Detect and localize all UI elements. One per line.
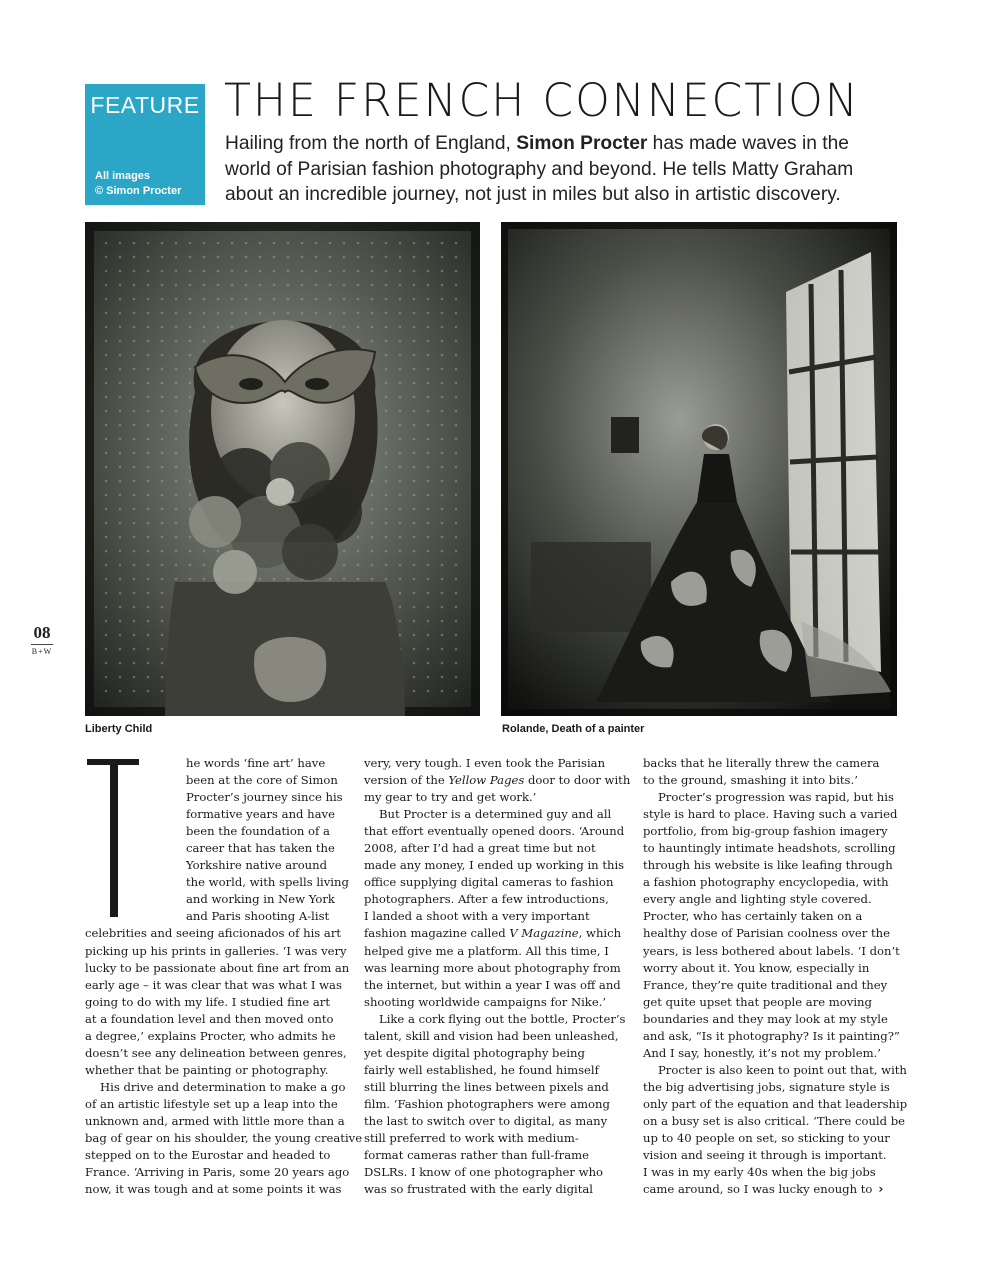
text-line: And I say, honestly, it’s not my problem.’ [643, 1045, 881, 1060]
text-line: and Paris shooting A-list [186, 909, 330, 924]
text-line: very, very tough. I even took the Parisian [364, 756, 606, 770]
text-line: I was in my early 40s when the big jobs [643, 1165, 876, 1180]
paragraph [85, 1079, 363, 1198]
text-line: helped give me a platform. All this time, I [364, 943, 609, 958]
publication-name: Yellow Pages [448, 773, 525, 788]
text-line: going to do with my life. I studied fine art [85, 994, 331, 1009]
text-line: France, they’re quite traditional and they [643, 977, 888, 992]
text-line: celebrities and seeing aficionados of his art [85, 926, 342, 941]
text-line: Like a cork flying out the bottle, Procter’s [379, 1011, 626, 1026]
paragraph [364, 806, 629, 1011]
text-line: vision and seeing it through is important. [643, 1148, 887, 1163]
text-line: career that has taken the [186, 841, 335, 856]
text-line: made any money, I ended up working in this [364, 858, 625, 873]
body-column-3 [643, 755, 908, 1198]
text-line: that effort eventually opened doors. ‘Around [364, 824, 625, 839]
text-line: photographers. After a few introductions, [364, 892, 609, 907]
text-line: doesn’t see any delineation between genres, [85, 1045, 347, 1060]
paragraph [643, 1062, 908, 1181]
text-line: the big advertising jobs, signature style is [643, 1079, 890, 1094]
text-line: still preferred to work with medium- [364, 1131, 579, 1146]
text-line: unknown and, armed with little more than a [85, 1113, 345, 1128]
text-line: format cameras rather than full-frame [364, 1148, 589, 1163]
text-line: through his website is like leafing through [643, 858, 893, 873]
caption-left: Liberty Child [85, 723, 153, 735]
page-title: THE FRENCH CONNECTION [224, 74, 860, 127]
text-line: he words ‘fine art’ have [186, 756, 326, 770]
text-line: version of the Yellow Pages door to door with [364, 773, 631, 788]
credit-line: All images [95, 170, 151, 182]
text-line: France. ‘Arriving in Paris, some 20 years ago [85, 1165, 350, 1180]
text-line: yet despite digital photography being [364, 1045, 585, 1060]
credit-line: © Simon Procter [95, 185, 182, 197]
page-folio [31, 624, 53, 657]
text-line: lucky to be passionate about fine art from an [85, 960, 350, 975]
standfirst [225, 131, 885, 208]
standfirst-line: world of Parisian fashion photography and beyond. He tells Matty Graham [225, 158, 854, 180]
text-line: fairly well established, he found himself [364, 1062, 599, 1077]
standfirst-line: about an incredible journey, not just in miles but also in artistic discovery. [225, 184, 841, 205]
text-line: portfolio, from big-group fashion imagery [643, 824, 888, 839]
paragraph-continued [85, 925, 350, 1078]
section-label: FEATURE [90, 92, 200, 118]
text-line: DSLRs. I know of one photographer who [364, 1165, 604, 1180]
text-line: my gear to try and get work.’ [364, 790, 537, 805]
text-line: film. ‘Fashion photographers were among [364, 1096, 610, 1111]
continue-arrow-icon: › [878, 1182, 884, 1197]
text-line: years, is less bothered about labels. ‘I don’t [643, 943, 900, 958]
text-line: at a foundation level and then moved onto [85, 1011, 334, 1026]
text-line: now, it was tough and at some points it was [85, 1182, 342, 1197]
text-line: style is hard to place. Having such a varied [643, 807, 898, 822]
text-line: a fashion photography encyclopedia, with [643, 875, 889, 890]
caption-right: Rolande, Death of a painter [502, 723, 645, 735]
text-line: to hauntingly intimate headshots, scrolling [643, 841, 896, 856]
feature-section-box [85, 84, 205, 205]
text-line: the internet, but within a year I was off and [364, 977, 621, 992]
paragraph [364, 755, 629, 806]
text-line: Yorkshire native around [186, 858, 328, 873]
magazine-mark: B+W [31, 647, 53, 656]
text-line: a degree,’ explains Procter, who admits he [85, 1028, 336, 1043]
text-line: picking up his prints in galleries. ‘I was very [85, 943, 347, 958]
photographer-name: Simon Procter [516, 133, 648, 154]
text-line: to the ground, smashing it into bits.’ [643, 773, 858, 788]
paragraph-continued [643, 755, 908, 789]
paragraph [364, 1011, 629, 1199]
publication-name: V Magazine [509, 926, 579, 941]
text-line: formative years and have [186, 807, 335, 822]
folio-divider [31, 644, 53, 645]
paragraph [643, 789, 908, 1062]
text-line: been at the core of Simon [186, 773, 338, 788]
text-line: shooting worldwide campaigns for Nike.’ [364, 994, 607, 1009]
text-line: Procter is also keen to point out that, with [658, 1062, 907, 1077]
text-line: came around, so I was lucky enough to › [643, 1182, 884, 1197]
text-line: was learning more about photography from [364, 960, 621, 975]
drop-cap-paragraph-lines [85, 755, 350, 925]
body-column-2 [364, 755, 629, 1198]
text-line: stepped on to the Eurostar and headed to [85, 1148, 331, 1163]
text-line: talent, skill and vision had been unleashed, [364, 1028, 619, 1043]
text-line: still blurring the lines between pixels and [364, 1079, 609, 1094]
text-line: and ask, “Is it photography? Is it painting?” [643, 1028, 900, 1043]
text-line: up to 40 people on set, so sticking to your [643, 1131, 890, 1146]
text-line: of an artistic lifestyle set up a leap into the [85, 1096, 338, 1111]
text-line: worry about it. You know, especially in [643, 960, 870, 975]
text-line: fashion magazine called V Magazine, which [364, 926, 622, 941]
text-line: been the foundation of a [186, 824, 330, 839]
text-line: every angle and lighting style covered. [643, 892, 872, 907]
text-line: boundaries and they may look at my style [643, 1011, 888, 1026]
text-line: early age – it was clear that was what I was [85, 977, 342, 992]
text-line: His drive and determination to make a go [100, 1079, 346, 1094]
text-line: healthy dose of Parisian coolness over the [643, 926, 891, 941]
text-line: was so frustrated with the early digital [364, 1182, 593, 1197]
text-line: the last to switch over to digital, as many [364, 1113, 608, 1128]
photo-liberty-child [85, 222, 480, 716]
text-line: whether that be painting or photography. [85, 1062, 329, 1077]
text-line: the world, with spells living [186, 875, 349, 890]
text-line: Procter, who has certainly taken on a [643, 909, 863, 924]
image-credit [95, 169, 181, 199]
text-line: office supplying digital cameras to fashion [364, 875, 614, 890]
text-line: and working in New York [186, 892, 335, 907]
text-line: I landed a shoot with a very important [364, 909, 590, 924]
text-line: backs that he literally threw the camera [643, 756, 880, 770]
text-line: 2008, after I’d had a great time but not [364, 841, 596, 856]
text-line: But Procter is a determined guy and all [379, 807, 612, 822]
body-column-1 [85, 755, 363, 1198]
standfirst-line: Hailing from the north of England, Simon Procter has made waves in the [225, 133, 849, 154]
text-line: on a busy set is also critical. ‘There could be [643, 1113, 906, 1128]
text-line: Procter’s progression was rapid, but his [658, 790, 894, 805]
text-line: Procter’s journey since his [186, 790, 343, 805]
page-number: 08 [33, 623, 51, 642]
text-line: get quite upset that people are moving [643, 994, 872, 1009]
text-line: only part of the equation and that leadership [643, 1096, 908, 1111]
photo-rolande [501, 222, 897, 716]
text-line: bag of gear on his shoulder, the young creative [85, 1131, 363, 1146]
